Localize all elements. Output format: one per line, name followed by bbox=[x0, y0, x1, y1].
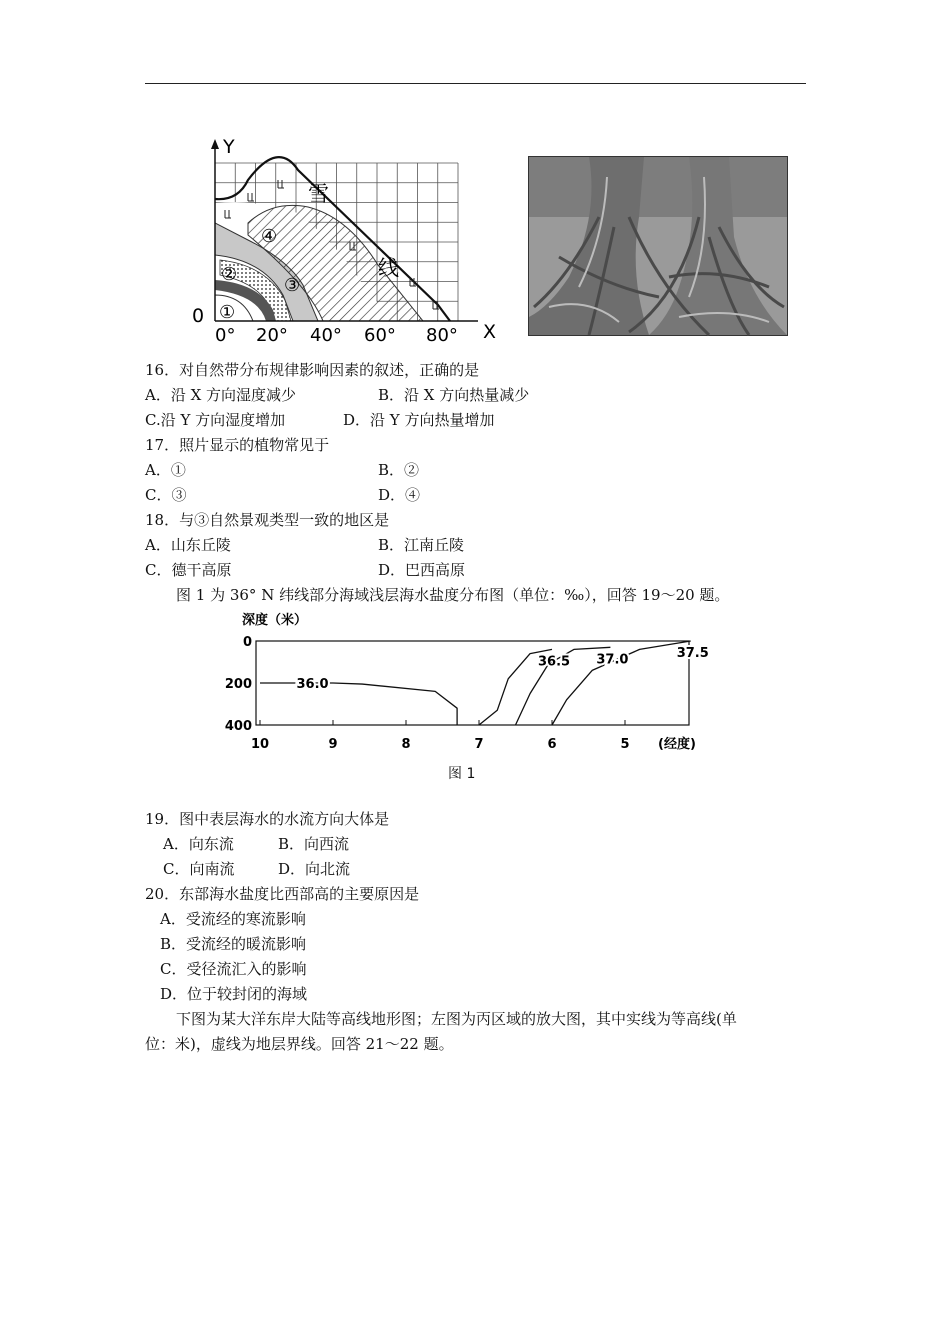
q20-stem: 20．东部海水盐度比西部高的主要原因是 bbox=[145, 885, 420, 903]
q19-option-c: C．向南流 bbox=[163, 860, 235, 878]
x-tick-9: 9 bbox=[328, 737, 338, 752]
zone-4-label: ④ bbox=[261, 226, 278, 247]
x-tick-80: 80° bbox=[426, 325, 458, 346]
q16-option-a: A．沿 X 方向湿度减少 bbox=[145, 386, 297, 404]
natural-zones-diagram bbox=[188, 135, 506, 350]
isoline-label-36.5: 36.5 bbox=[538, 654, 571, 670]
q16-option-d: D．沿 Y 方向热量增加 bbox=[343, 411, 495, 429]
q19-stem: 19．图中表层海水的水流方向大体是 bbox=[145, 810, 390, 828]
q16-option-c: C.沿 Y 方向湿度增加 bbox=[145, 411, 286, 429]
x-tick-6: 6 bbox=[547, 737, 557, 752]
salinity-ylabel: 深度（米） bbox=[242, 613, 308, 628]
x-tick-8: 8 bbox=[401, 737, 411, 752]
snowline-label-2: 线 bbox=[378, 256, 399, 280]
q17-option-c: C．③ bbox=[145, 486, 187, 504]
snowline-label-1: 雪 bbox=[308, 182, 329, 206]
x-tick-10: 10 bbox=[250, 737, 270, 752]
salinity-chart bbox=[222, 608, 709, 756]
q16-stem: 16．对自然带分布规律影响因素的叙述，正确的是 bbox=[145, 361, 480, 379]
q20-option-a: A．受流经的寒流影响 bbox=[160, 910, 306, 928]
q20-option-c: C．受径流汇入的影响 bbox=[160, 960, 307, 978]
q18-stem: 18．与③自然景观类型一致的地区是 bbox=[145, 511, 390, 529]
salinity-xlabel: (经度) bbox=[658, 737, 696, 752]
zone-2-label: ② bbox=[221, 264, 238, 285]
y-tick-200: 200 bbox=[224, 677, 252, 692]
zone-1-label: ① bbox=[219, 302, 236, 323]
zone-3-label: ③ bbox=[284, 275, 301, 296]
q18-option-d: D．巴西高原 bbox=[378, 561, 466, 579]
q17-stem: 17．照片显示的植物常见于 bbox=[145, 436, 330, 454]
y-tick-0: 0 bbox=[242, 635, 252, 650]
q18-option-a: A．山东丘陵 bbox=[145, 536, 231, 554]
q16-option-b: B．沿 X 方向热量减少 bbox=[378, 386, 530, 404]
x-tick-7: 7 bbox=[474, 737, 484, 752]
q17-option-b: B．② bbox=[378, 461, 420, 479]
q20-option-d: D．位于较封闭的海域 bbox=[160, 985, 308, 1003]
header-rule bbox=[145, 83, 806, 84]
x-tick-0: 0° bbox=[215, 325, 236, 346]
y-tick-400: 400 bbox=[224, 719, 252, 734]
q18-option-c: C．德干高原 bbox=[145, 561, 232, 579]
intro-21-22-line1: 下图为某大洋东岸大陆等高线地形图；左图为丙区域的放大图，其中实线为等高线(单 bbox=[176, 1010, 737, 1028]
q20-option-b: B．受流经的暖流影响 bbox=[160, 935, 307, 953]
q19-option-a: A．向东流 bbox=[163, 835, 234, 853]
q17-option-a: A．① bbox=[145, 461, 186, 479]
y-axis-label: Y bbox=[223, 136, 235, 158]
origin-label: 0 bbox=[192, 305, 205, 327]
x-tick-40: 40° bbox=[310, 325, 342, 346]
tree-roots-photo bbox=[528, 156, 788, 336]
isoline-label-36.0: 36.0 bbox=[296, 677, 329, 692]
intro-21-22-line2: 位：米)，虚线为地层界线。回答 21～22 题。 bbox=[145, 1035, 454, 1053]
isoline-label-37.0: 37.0 bbox=[596, 652, 629, 668]
q19-option-b: B．向西流 bbox=[278, 835, 350, 853]
intro-19-20: 图 1 为 36° N 纬线部分海域浅层海水盐度分布图（单位：‰），回答 19～20 题。 bbox=[176, 586, 730, 604]
x-tick-5: 5 bbox=[620, 737, 630, 752]
isoline-36.0 bbox=[260, 683, 457, 725]
x-tick-20: 20° bbox=[256, 325, 288, 346]
q19-option-d: D．向北流 bbox=[278, 860, 351, 878]
isoline-label-37.5: 37.5 bbox=[676, 646, 709, 661]
figure-1-caption: 图 1 bbox=[448, 766, 476, 782]
x-axis-label: X bbox=[483, 321, 497, 343]
q17-option-d: D．④ bbox=[378, 486, 421, 504]
q18-option-b: B．江南丘陵 bbox=[378, 536, 465, 554]
x-tick-60: 60° bbox=[364, 325, 396, 346]
